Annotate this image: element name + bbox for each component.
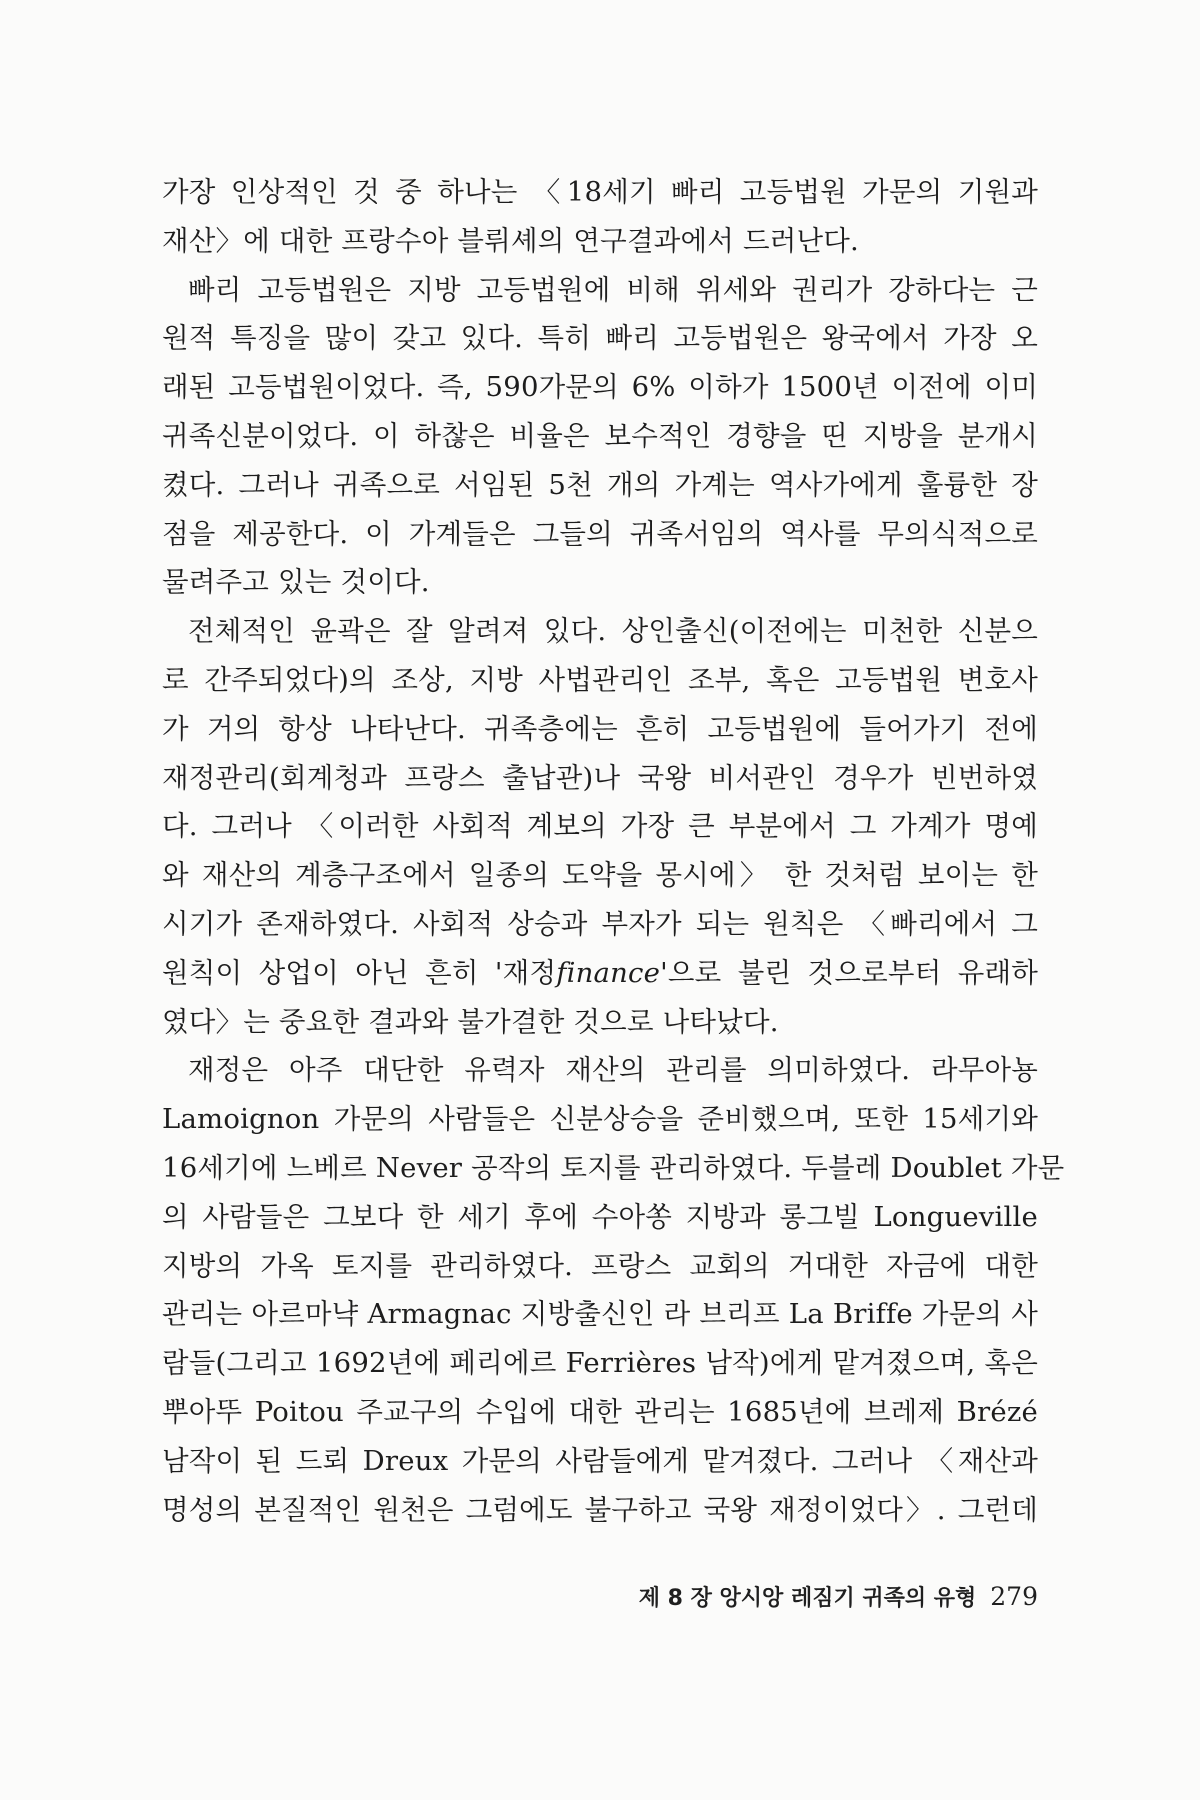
text-line: 가장 인상적인 것 중 하나는 〈18세기 빠리 고등법원 가문의 기원과 — [162, 176, 1038, 208]
page-footer — [639, 1582, 1038, 1614]
text-line: 빠리 고등법원은 지방 고등법원에 비해 위세와 권리가 강하다는 근 — [188, 273, 1038, 306]
text-line: 와 재산의 계층구조에서 일종의 도약을 몽시에〉 한 것처럼 보이는 한 — [162, 859, 1038, 892]
text-line: 뿌아뚜 Poitou 주교구의 수입에 대한 관리는 1685년에 브레제 Brézé — [162, 1395, 1038, 1428]
text-line: 다. 그러나 〈이러한 사회적 계보의 가장 큰 부분에서 그 가계가 명예 — [162, 810, 1038, 843]
text-line: 람들(그리고 1692년에 페리에르 Ferrières 남작)에게 맡겨졌으며, 혹은 — [162, 1347, 1038, 1380]
text-line: 16세기에 느베르 Never 공작의 토지를 관리하였다. 두블레 Doublet 가문 — [162, 1151, 1065, 1184]
text-line: 재산〉에 대한 프랑수아 블뤼셰의 연구결과에서 드러난다. — [162, 224, 859, 257]
text-line: Lamoignon 가문의 사람들은 신분상승을 준비했으며, 또한 15세기와 — [162, 1103, 1038, 1136]
text-line: 가 거의 항상 나타난다. 귀족층에는 흔히 고등법원에 들어가기 전에 — [162, 712, 1038, 745]
text-line: 남작이 된 드뢰 Dreux 가문의 사람들에게 맡겨졌다. 그러나 〈재산과 — [162, 1444, 1038, 1477]
body-text — [162, 168, 1065, 1534]
text-line: 켰다. 그러나 귀족으로 서임된 5천 개의 가계는 역사가에게 훌륭한 장 — [162, 468, 1038, 501]
text-line: 로 간주되었다)의 조상, 지방 사법관리인 조부, 혹은 고등법원 변호사 — [162, 663, 1038, 696]
text-line: 명성의 본질적인 원천은 그럼에도 불구하고 국왕 재정이었다〉. 그런데 — [162, 1493, 1038, 1526]
text-line: 원칙이 상업이 아닌 흔히 '재정finance'으로 불린 것으로부터 유래하 — [162, 956, 1038, 989]
text-line: 래된 고등법원이었다. 즉, 590가문의 6% 이하가 1500년 이전에 이미 — [162, 371, 1038, 404]
text-line: 재정은 아주 대단한 유력자 재산의 관리를 의미하였다. 라무아뇽 — [188, 1054, 1038, 1087]
text-line: 재정관리(회계청과 프랑스 출납관)나 국왕 비서관인 경우가 빈번하였 — [162, 761, 1038, 794]
text-line: 시기가 존재하였다. 사회적 상승과 부자가 되는 원칙은 〈빠리에서 그 — [162, 907, 1038, 940]
italic-term: finance — [556, 956, 661, 989]
text-line: 귀족신분이었다. 이 하찮은 비율은 보수적인 경향을 띤 지방을 분개시 — [162, 419, 1038, 452]
text-line: 전체적인 윤곽은 잘 알려져 있다. 상인출신(이전에는 미천한 신분으 — [188, 615, 1038, 648]
text-line: 지방의 가옥 토지를 관리하였다. 프랑스 교회의 거대한 자금에 대한 — [162, 1249, 1038, 1282]
text-line: 원적 특징을 많이 갖고 있다. 특히 빠리 고등법원은 왕국에서 가장 오 — [162, 322, 1038, 355]
text-line: 관리는 아르마냑 Armagnac 지방출신인 라 브리프 La Briffe 가문의 사 — [162, 1298, 1038, 1331]
page-number: 279 — [990, 1582, 1038, 1611]
chapter-title: 제 8 장 앙시앙 레짐기 귀족의 유형 — [638, 1586, 977, 1611]
text-line: 였다〉는 중요한 결과와 불가결한 것으로 나타났다. — [162, 1005, 779, 1038]
text-line: 물려주고 있는 것이다. — [162, 566, 430, 599]
text-line: 점을 제공한다. 이 가계들은 그들의 귀족서임의 역사를 무의식적으로 — [162, 517, 1038, 550]
text-line: 의 사람들은 그보다 한 세기 후에 수아쏭 지방과 롱그빌 Longueville — [162, 1200, 1038, 1233]
